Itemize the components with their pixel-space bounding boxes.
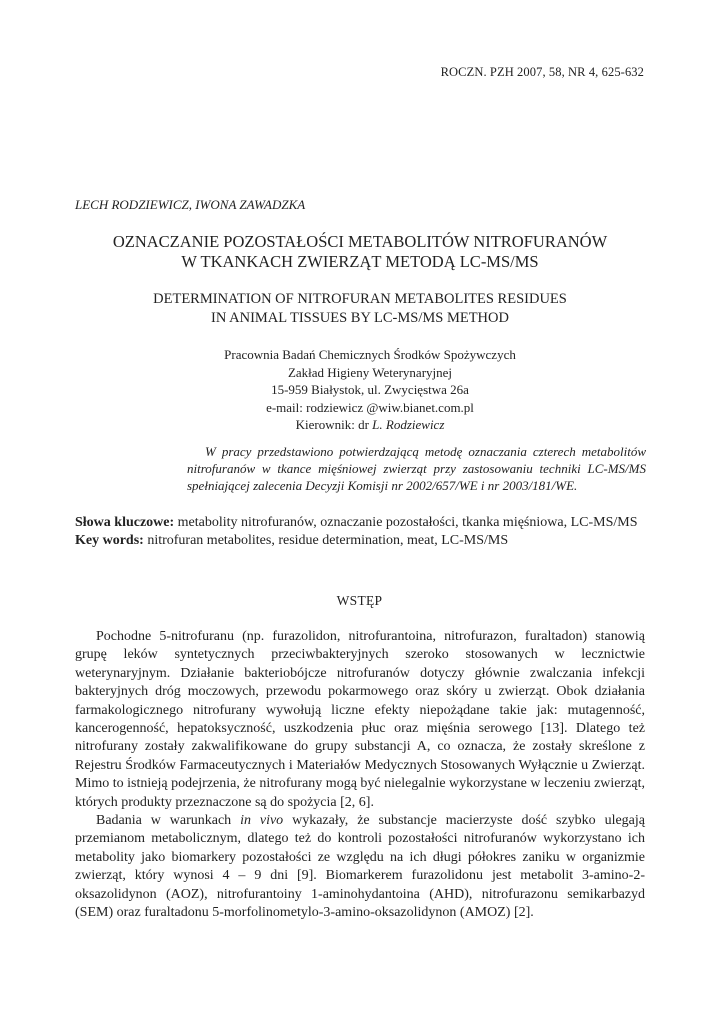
affiliation-address: 15-959 Białystok, ul. Zwycięstwa 26a [271, 382, 469, 397]
keywords-polish [75, 514, 645, 532]
title-polish-line: OZNACZANIE POZOSTAŁOŚCI METABOLITÓW NITROFURANÓW [112, 232, 608, 251]
paragraph-2-italic: in vivo [240, 813, 284, 829]
paragraph-1: Pochodne 5-nitrofuranu (np. furazolidon, nitrofurantoina, nitrofurazon, furaltadon) stanowią grupę leków syntetycznych przeciwbakteryjnych szeroko stosowanych w lecznictwie weterynaryjnym. Działanie bakteriobójcze nitrofuranów dotyczy głównie zwalczania infekcji bakteryjnych dróg moczowych, przewodu pokarmowego oraz skóry u zwierząt. Obok działania farmakologicznego nitrofurany wywołują liczne efekty niepożądane takie jak: mutagenność, kancerogenność, hepatoksyczność, uszkodzenia płuc oraz mięśnia serowego [13]. Dlatego też nitrofurany zostały zakwalifikowane do grupy substancji A, co oznacza, że zostały skreślone z Rejestru Środków Farmaceutycznych i Materiałów Medycznych Stosowanych Wyłącznie u Zwierząt. Mimo to istnieją podejrzenia, że nitrofurany mogą być nielegalnie wykorzystane w leczeniu zwierząt, których produkty przeznaczone są do spożycia [2, 6]. [75, 629, 645, 810]
paragraph-2-rest: wykazały, że substancje macierzyste dość szybko ulegają przemianom metabolicznym, dlatego też do kontroli pozostałości nitrofuranów wykorzystano ich metabolity jako biomarkery pozostałości ze względu na ich długi półokres zaniku w organizmie zwierząt, który wynosi 4 – 9 dni [9]. Biomarkerem furazolidonu jest metabolit 3-amino-2-oksazolidynon (AOZ), nitrofurantoiny 1-aminohydantoina (AHD), nitrofurazonu semikarbazyd (SEM) oraz furaltadonu 5-morfolinometylo-3-amino-oksazolidynon (AMOZ) [2]. [75, 813, 645, 921]
keywords-polish-label: Słowa kluczowe: [75, 515, 175, 530]
journal-reference: ROCZN. PZH 2007, 58, NR 4, 625-632 [440, 65, 644, 79]
keywords-polish-text: metabolity nitrofuranów, oznaczanie pozostałości, tkanka mięśniowa, LC-MS/MS [174, 515, 638, 530]
affiliation-director [170, 416, 570, 434]
title-polish [60, 232, 660, 272]
paragraph-2-start: Badania w warunkach [96, 813, 241, 829]
director-name: L. Rodziewicz [372, 417, 445, 432]
article-authors: LECH RODZIEWICZ, IWONA ZAWADZKA [75, 197, 306, 212]
affiliation-department: Zakład Higieny Weterynaryjnej [287, 364, 453, 380]
keywords-block [75, 514, 645, 549]
keywords-english-label: Key words: [75, 532, 144, 548]
affiliation-block [170, 346, 570, 434]
affiliation-email: e-mail: rodziewicz @wiw.bianet.com.pl [266, 399, 474, 415]
keywords-english-text: nitrofuran metabolites, residue determination, meat, LC-MS/MS [143, 532, 509, 548]
abstract: W pracy przedstawiono potwierdzającą metodę oznaczania czterech metabolitów nitrofuranów w tkance mięśniowej zwierząt przy zastosowaniu techniki LC-MS/MS spełniającej zalecenia Decyzji Komisji nr 2002/657/WE i nr 2003/181/WE. [187, 444, 646, 493]
title-english-line: DETERMINATION OF NITROFURAN METABOLITES RESIDUES [153, 291, 567, 307]
section-heading-introduction: WSTĘP [336, 593, 383, 608]
title-polish-line: W TKANKACH ZWIERZĄT METODĄ LC-MS/MS [181, 252, 539, 271]
title-english-line: IN ANIMAL TISSUES BY LC-MS/MS METHOD [211, 310, 509, 326]
keywords-english [75, 532, 645, 550]
body-text [75, 628, 645, 923]
title-english [60, 290, 660, 328]
director-label: Kierownik: dr [295, 417, 373, 432]
paragraph-2 [75, 812, 645, 922]
affiliation-lab: Pracownia Badań Chemicznych Środków Spożywczych [224, 347, 516, 362]
